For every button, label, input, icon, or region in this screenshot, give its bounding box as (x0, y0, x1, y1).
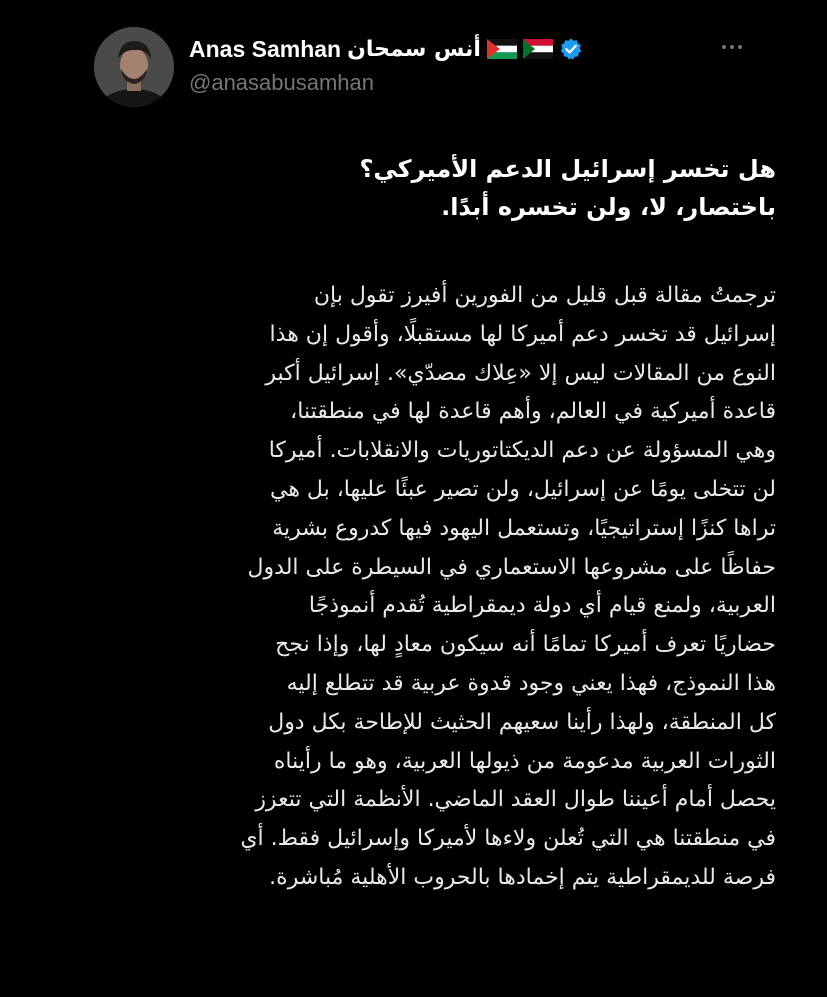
body-line: حفاظًا على مشروعها الاستعماري في السيطرة على الدول (247, 554, 776, 580)
tweet-headline (100, 150, 776, 226)
body-line: قاعدة أميركية في العالم، وأهم قاعدة لها في منطقتنا، (290, 399, 776, 425)
body-line: لن تتخلى يومًا عن إسرائيل، ولن تصير عبئًا عليها، بل هي (269, 476, 776, 502)
palestine-flag-icon (487, 39, 517, 59)
body-line: تراها كنزًا إستراتيجيًا، وتستعمل اليهود فيها كدروع بشرية (272, 515, 776, 541)
more-dot (722, 45, 726, 49)
avatar[interactable] (94, 27, 174, 107)
body-line: العربية، ولمنع قيام أي دولة ديمقراطية تُقدم أنموذجًا (308, 593, 776, 619)
body-line: وهي المسؤولة عن دعم الديكتاتوريات والانقلابات. أميركا (268, 438, 776, 464)
body-line: هذا النموذج، فهذا يعني وجود قدوة عربية قد تتطلع إليه (286, 670, 776, 696)
more-dot (730, 45, 734, 49)
tweet-body (95, 277, 776, 898)
author-name-ar[interactable]: أنس سمحان (347, 36, 481, 62)
body-line: كل المنطقة، ولهذا رأينا سعيهم الحثيث للإطاحة بكل دول (268, 709, 776, 735)
body-line: النوع من المقالات ليس إلا «عِلاك مصدّي». إسرائيل أكبر (265, 360, 776, 386)
body-line: الثورات العربية مدعومة من ذيولها العربية، وهو ما رأيناه (273, 748, 776, 774)
body-line: إسرائيل قد تخسر دعم أميركا لها مستقبلًا، وأقول إن هذا (269, 321, 776, 347)
sudan-flag-icon (523, 39, 553, 59)
author-handle[interactable]: @anasabusamhan (189, 70, 375, 95)
author-name-row[interactable] (189, 34, 583, 64)
body-line: فرصة للديمقراطية يتم إخمادها بالحروب الأهلية مُباشرة. (269, 864, 776, 890)
headline-line: هل تخسر إسرائيل الدعم الأميركي؟ (359, 155, 776, 183)
body-line: يحصل أمام أعيننا طوال العقد الماضي. الأنظمة التي تتعزز (255, 787, 776, 813)
body-line: في منطقتنا هي التي تُعلن ولاءها لأميركا وإسرائيل فقط. أي (240, 826, 776, 852)
body-line: ترجمتُ مقالة قبل قليل من الفورين أفيرز تقول بإن (313, 283, 776, 308)
more-options-icon[interactable] (717, 37, 747, 57)
body-line: حضاريًا تعرف أميركا تمامًا أنه سيكون معادٍ لها، وإذا نجح (275, 632, 776, 658)
author-name-en[interactable]: Anas Samhan (189, 35, 342, 62)
verified-badge-icon (559, 37, 583, 61)
headline-line: باختصار، لا، ولن تخسره أبدًا. (441, 193, 776, 221)
more-dot (738, 45, 742, 49)
avatar-image (94, 27, 174, 107)
